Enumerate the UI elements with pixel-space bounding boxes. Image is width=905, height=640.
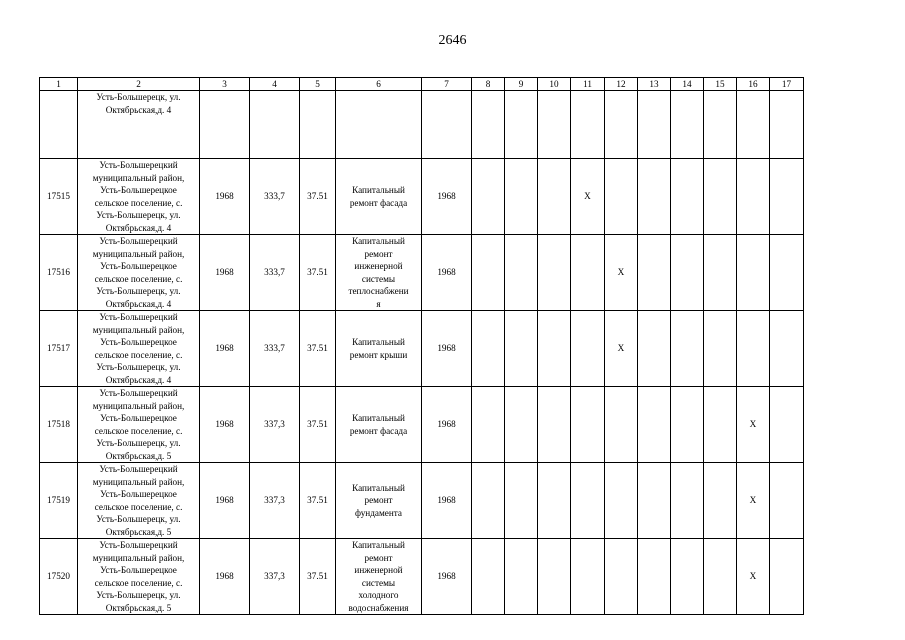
address-cell: Усть-Большерецкий муниципальный район, Усть-Большерецкое сельское поселение, с. Усть-Большерецк, ул. Октябрьская,д. 4: [78, 311, 200, 387]
empty-cell: [605, 91, 638, 159]
code-cell: 37.51: [300, 159, 336, 235]
year-cell: 1968: [422, 463, 472, 539]
code-cell: 37.51: [300, 387, 336, 463]
table-row: [40, 311, 804, 387]
empty-cell: [422, 91, 472, 159]
year-cell: 1968: [200, 387, 250, 463]
year-cell: 1968: [422, 235, 472, 311]
id-cell: 17516: [40, 235, 78, 311]
work-type-cell: Капитальный ремонт фасада: [336, 387, 422, 463]
header-cell: 12: [605, 78, 638, 91]
empty-cell: [605, 159, 638, 235]
empty-cell: [671, 387, 704, 463]
empty-cell: [770, 91, 804, 159]
year-cell: 1968: [200, 235, 250, 311]
empty-cell: [770, 539, 804, 615]
header-cell: 9: [505, 78, 538, 91]
empty-cell: [770, 159, 804, 235]
address-cell: Усть-Большерецкий муниципальный район, Усть-Большерецкое сельское поселение, с. Усть-Большерецк, ул. Октябрьская,д. 5: [78, 387, 200, 463]
mark-cell: X: [605, 311, 638, 387]
header-cell: 1: [40, 78, 78, 91]
id-cell: 17518: [40, 387, 78, 463]
header-cell: 4: [250, 78, 300, 91]
empty-cell: [472, 463, 505, 539]
empty-cell: [472, 311, 505, 387]
empty-cell: [704, 91, 737, 159]
mark-cell: X: [737, 387, 770, 463]
header-cell: 6: [336, 78, 422, 91]
empty-cell: [737, 311, 770, 387]
empty-cell: [737, 159, 770, 235]
year-cell: 1968: [422, 539, 472, 615]
area-cell: 333,7: [250, 235, 300, 311]
mark-cell: X: [737, 463, 770, 539]
empty-cell: [671, 91, 704, 159]
work-type-cell: Капитальный ремонт инженерной системы теплоснабжени я: [336, 235, 422, 311]
empty-cell: [505, 235, 538, 311]
empty-cell: [538, 91, 571, 159]
header-cell: 10: [538, 78, 571, 91]
id-cell: [40, 91, 78, 159]
empty-cell: [638, 539, 671, 615]
table-row: [40, 387, 804, 463]
empty-cell: [300, 91, 336, 159]
empty-cell: [538, 159, 571, 235]
header-cell: 8: [472, 78, 505, 91]
empty-cell: [638, 311, 671, 387]
empty-cell: [704, 463, 737, 539]
empty-cell: [770, 235, 804, 311]
header-cell: 2: [78, 78, 200, 91]
area-cell: 333,7: [250, 159, 300, 235]
header-cell: 7: [422, 78, 472, 91]
mark-cell: X: [737, 539, 770, 615]
empty-cell: [737, 235, 770, 311]
empty-cell: [200, 91, 250, 159]
header-cell: 15: [704, 78, 737, 91]
header-cell: 11: [571, 78, 605, 91]
empty-cell: [638, 91, 671, 159]
empty-cell: [671, 463, 704, 539]
empty-cell: [472, 387, 505, 463]
year-cell: 1968: [200, 539, 250, 615]
code-cell: 37.51: [300, 235, 336, 311]
year-cell: 1968: [200, 311, 250, 387]
mark-cell: X: [571, 159, 605, 235]
table-row: [40, 539, 804, 615]
header-cell: 16: [737, 78, 770, 91]
address-cell: Усть-Большерецкий муниципальный район, Усть-Большерецкое сельское поселение, с. Усть-Большерецк, ул. Октябрьская,д. 5: [78, 463, 200, 539]
empty-cell: [336, 91, 422, 159]
empty-cell: [671, 159, 704, 235]
empty-cell: [704, 235, 737, 311]
area-cell: 333,7: [250, 311, 300, 387]
address-cell: Усть-Большерецк, ул. Октябрьская,д. 4: [78, 91, 200, 159]
id-cell: 17515: [40, 159, 78, 235]
year-cell: 1968: [200, 159, 250, 235]
empty-cell: [605, 387, 638, 463]
area-cell: 337,3: [250, 539, 300, 615]
empty-cell: [605, 539, 638, 615]
header-cell: 17: [770, 78, 804, 91]
id-cell: 17519: [40, 463, 78, 539]
empty-cell: [770, 463, 804, 539]
empty-cell: [505, 91, 538, 159]
header-cell: 5: [300, 78, 336, 91]
empty-cell: [671, 235, 704, 311]
work-type-cell: Капитальный ремонт фундамента: [336, 463, 422, 539]
work-type-cell: Капитальный ремонт фасада: [336, 159, 422, 235]
empty-cell: [538, 311, 571, 387]
area-cell: 337,3: [250, 463, 300, 539]
code-cell: 37.51: [300, 311, 336, 387]
empty-cell: [671, 311, 704, 387]
table-row: [40, 235, 804, 311]
empty-cell: [250, 91, 300, 159]
empty-cell: [571, 539, 605, 615]
table-row: [40, 159, 804, 235]
id-cell: 17520: [40, 539, 78, 615]
empty-cell: [638, 235, 671, 311]
year-cell: 1968: [422, 159, 472, 235]
empty-cell: [571, 311, 605, 387]
work-type-cell: Капитальный ремонт крыши: [336, 311, 422, 387]
area-cell: 337,3: [250, 387, 300, 463]
empty-cell: [638, 387, 671, 463]
empty-cell: [538, 539, 571, 615]
empty-cell: [538, 463, 571, 539]
continuation-row: [40, 91, 804, 159]
table-row: [40, 463, 804, 539]
empty-cell: [571, 91, 605, 159]
empty-cell: [472, 159, 505, 235]
header-cell: 14: [671, 78, 704, 91]
empty-cell: [538, 235, 571, 311]
address-cell: Усть-Большерецкий муниципальный район, Усть-Большерецкое сельское поселение, с. Усть-Большерецк, ул. Октябрьская,д. 4: [78, 159, 200, 235]
empty-cell: [571, 235, 605, 311]
empty-cell: [472, 539, 505, 615]
empty-cell: [472, 235, 505, 311]
empty-cell: [505, 539, 538, 615]
address-cell: Усть-Большерецкий муниципальный район, Усть-Большерецкое сельское поселение, с. Усть-Большерецк, ул. Октябрьская,д. 4: [78, 235, 200, 311]
header-cell: 13: [638, 78, 671, 91]
empty-cell: [704, 387, 737, 463]
header-cell: 3: [200, 78, 250, 91]
year-cell: 1968: [200, 463, 250, 539]
empty-cell: [538, 387, 571, 463]
header-row: [40, 78, 804, 91]
empty-cell: [704, 311, 737, 387]
empty-cell: [638, 463, 671, 539]
code-cell: 37.51: [300, 463, 336, 539]
empty-cell: [505, 463, 538, 539]
work-type-cell: Капитальный ремонт инженерной системы холодного водоснабжения: [336, 539, 422, 615]
empty-cell: [505, 159, 538, 235]
empty-cell: [770, 311, 804, 387]
empty-cell: [638, 159, 671, 235]
year-cell: 1968: [422, 387, 472, 463]
address-cell: Усть-Большерецкий муниципальный район, Усть-Большерецкое сельское поселение, с. Усть-Большерецк, ул. Октябрьская,д. 5: [78, 539, 200, 615]
page-number: 2646: [438, 33, 467, 48]
works-table: [39, 77, 804, 615]
empty-cell: [770, 387, 804, 463]
empty-cell: [737, 91, 770, 159]
empty-cell: [605, 463, 638, 539]
empty-cell: [505, 387, 538, 463]
empty-cell: [472, 91, 505, 159]
empty-cell: [671, 539, 704, 615]
empty-cell: [704, 159, 737, 235]
empty-cell: [704, 539, 737, 615]
empty-cell: [571, 387, 605, 463]
empty-cell: [505, 311, 538, 387]
id-cell: 17517: [40, 311, 78, 387]
mark-cell: X: [605, 235, 638, 311]
code-cell: 37.51: [300, 539, 336, 615]
year-cell: 1968: [422, 311, 472, 387]
empty-cell: [571, 463, 605, 539]
